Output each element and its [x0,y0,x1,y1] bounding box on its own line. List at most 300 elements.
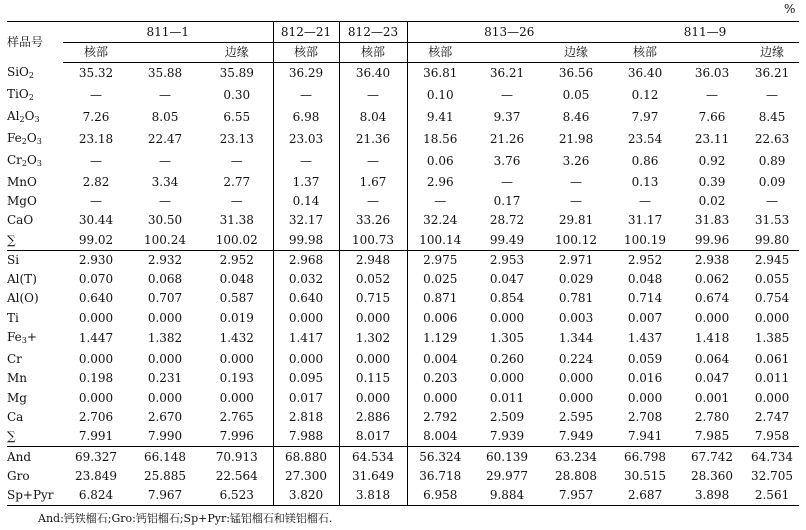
cation-row [7,427,799,447]
table-cell: 0.001 [694,390,730,405]
cation-row [7,388,799,407]
table-cell: 8.004 [407,427,473,447]
table-cell: 1.418 [694,331,730,346]
table-cell: 2.82 [82,174,110,189]
zone-header: 边缘 [541,43,611,63]
table-cell: 1.447 [78,331,114,346]
table-cell: 35.32 [78,66,114,81]
oxide-row [7,151,799,173]
zone-header [473,43,541,63]
table-cell: 7.949 [541,427,611,447]
table-cell: — [639,193,652,208]
table-cell: — [273,85,339,107]
table-cell: 7.990 [129,427,201,447]
table-cell: 7.66 [698,110,726,124]
table-cell: — [273,151,339,173]
table-cell: 0.064 [694,352,730,367]
table-cell: 2.975 [407,250,473,270]
table-cell: — [339,192,407,211]
table-cell: 28.808 [555,468,598,483]
table-cell: 2.77 [223,174,251,189]
table-cell: 0.007 [627,310,663,325]
table-cell: 0.714 [627,291,663,306]
table-cell: 0.193 [219,371,254,386]
table-cell: 36.21 [754,66,790,81]
oxide-row [7,211,799,230]
table-cell: 6.98 [273,107,339,129]
row-label: Ti [7,310,19,325]
table-cell: 0.029 [558,272,594,287]
table-cell: 0.92 [698,154,726,168]
table-cell: 0.000 [147,390,183,405]
table-cell: — [90,88,102,102]
table-cell: 29.977 [486,468,529,483]
table-cell: 0.000 [78,352,114,367]
table-cell: 0.781 [558,291,594,306]
table-cell: 99.80 [745,230,799,250]
table-cell: 2.670 [147,409,183,424]
footnote: And:钙铁榴石;Gro:钙铝榴石;Sp+Pyr:锰铝榴石和镁铝榴石. [38,512,333,525]
table-cell: — [339,85,407,107]
zone-header: 边缘 [745,43,799,63]
table-cell: 100.19 [611,230,679,250]
table-cell: 0.12 [631,88,659,102]
table-cell: 1.305 [489,331,525,346]
table-cell: 2.953 [489,252,525,267]
table-cell: 0.016 [627,371,663,386]
zone-header: 核部 [611,43,679,63]
table-cell: 99.98 [273,230,339,250]
table-cell: 69.327 [75,449,117,464]
table-cell: 36.29 [273,63,339,85]
zone-header: 核部 [339,43,407,63]
table-cell: — [501,174,514,189]
table-cell: 6.55 [223,110,251,124]
table-cell: 2.818 [273,408,339,427]
table-cell: 1.129 [407,328,473,350]
table-cell: 23.03 [273,129,339,151]
oxide-row [7,63,799,85]
sample-header-row [7,22,799,43]
table-cell: 70.913 [215,449,258,464]
table-cell: 0.000 [273,350,339,369]
table-cell: 0.198 [78,371,114,386]
table-cell: 0.10 [407,85,473,107]
table-cell: 2.509 [489,409,525,424]
table-cell: 0.000 [627,390,663,405]
table-cell: 3.34 [151,174,179,189]
table-cell: 0.000 [147,310,183,325]
table-cell: 0.000 [489,371,525,386]
table-cell: 2.938 [694,252,730,267]
row-label: And [7,449,32,464]
row-label: $Cr_2O_3$ [7,152,42,168]
table-cell: 36.718 [407,467,473,486]
table-cell: 2.595 [558,409,594,424]
row-label: $Fe_2O_3$ [7,130,42,146]
row-label: MgO [7,193,37,208]
table-cell: — [407,192,473,211]
zone-header-row [7,43,799,63]
table-cell: 68.880 [273,447,339,467]
table-cell: 30.50 [147,213,183,228]
table-cell: 32.705 [751,468,794,483]
table-cell: 0.000 [558,371,594,386]
sample-header: 811—1 [63,22,273,43]
table-cell: 0.115 [339,369,407,388]
cation-row [7,309,799,328]
cation-row [7,350,799,369]
endmember-row [7,467,799,486]
table-cell: 0.004 [407,350,473,369]
table-cell: 9.41 [407,107,473,129]
sample-header: 812—21 [273,22,339,43]
table-cell: 0.17 [493,193,521,208]
table-cell: 7.97 [631,110,659,124]
table-cell: 7.958 [745,427,799,447]
table-cell: 36.03 [694,66,730,81]
sample-header: 812—23 [339,22,407,43]
table-cell: 0.047 [694,371,730,386]
table-cell: — [159,193,171,208]
table-cell: 7.957 [541,486,611,506]
table-cell: 0.260 [489,352,525,367]
table-cell: 100.02 [201,230,273,250]
table-cell: 3.820 [273,486,339,506]
table-cell: 7.26 [82,110,110,124]
table-cell: 8.04 [339,107,407,129]
table-cell: 60.139 [486,449,529,464]
table-cell: 7.988 [273,427,339,447]
table-cell: 23.18 [78,132,114,146]
table-cell: 0.055 [754,272,790,287]
table-cell: 0.070 [78,272,114,287]
table-cell: 0.000 [754,390,790,405]
table-cell: 0.587 [219,291,254,306]
table-cell: 0.000 [407,388,473,407]
table-cell: 8.45 [758,110,786,124]
table-cell: 0.000 [147,352,183,367]
table-cell: 0.674 [694,291,730,306]
table-cell: 2.706 [78,409,114,424]
table-cell: 7.991 [63,427,129,447]
table-cell: 36.21 [489,66,525,81]
table-cell: 0.006 [407,309,473,328]
table-cell: 0.203 [407,369,473,388]
row-label: Mg [7,390,27,405]
table-cell: 0.000 [339,309,407,328]
table-cell: 1.432 [219,331,254,346]
table-cell: 0.059 [627,352,663,367]
table-cell: 0.86 [631,154,659,168]
table-cell: 28.360 [691,468,734,483]
table-cell: 30.44 [78,213,114,228]
table-cell: 1.437 [627,331,663,346]
table-cell: 27.300 [273,467,339,486]
table-cell: 0.000 [339,388,407,407]
zone-header [129,43,201,63]
table-cell: 22.47 [147,132,183,146]
table-cell: 6.824 [63,486,129,506]
table-cell: 0.011 [489,390,525,405]
row-label: ∑ [7,230,63,250]
table-cell: 1.417 [273,328,339,350]
table-cell: — [766,193,779,208]
row-label: SiO$_2$ [7,64,34,80]
row-label: CaO [7,213,34,228]
table-cell: 2.952 [219,252,254,267]
table-cell: 0.715 [339,289,407,308]
table-cell: 0.000 [754,310,790,325]
table-cell: 0.000 [339,350,407,369]
table-cell: 2.932 [147,252,183,267]
table-cell: 18.56 [407,129,473,151]
table-cell: 0.017 [273,388,339,407]
table-cell: 8.05 [151,110,179,124]
table-cell: 1.385 [754,331,790,346]
oxide-row [7,85,799,107]
table-cell: 1.67 [339,173,407,192]
table-cell: 0.068 [147,272,183,287]
table-cell: 2.886 [339,408,407,427]
table-cell: 0.000 [489,310,525,325]
row-label: Al(T) [7,272,37,287]
table-cell: 0.052 [339,270,407,289]
row-label: TiO$_2$ [7,86,34,102]
table-cell: 0.061 [754,352,790,367]
row-label: Al(O) [7,291,39,306]
table-cell: — [159,154,171,168]
table-cell: 7.996 [201,427,273,447]
row-label: $Al_2O_3$ [7,108,40,124]
table-cell: 2.968 [273,250,339,270]
table-cell: 30.515 [624,468,667,483]
table-cell: 0.707 [147,291,183,306]
row-label: Cr [7,352,22,367]
table-cell: 31.83 [694,213,730,228]
table-cell: 0.019 [219,310,254,325]
table-cell: 1.37 [273,173,339,192]
oxide-row [7,230,799,250]
table-cell: 0.231 [147,371,183,386]
table-cell: 0.89 [758,154,786,168]
table-cell: 0.39 [698,174,726,189]
table-cell: 28.72 [489,213,525,228]
table-cell: 0.224 [558,352,594,367]
table-cell: 0.000 [78,390,114,405]
table-cell: 23.849 [75,468,117,483]
table-cell: 0.14 [273,192,339,211]
oxide-row [7,129,799,151]
table-cell: 56.324 [407,447,473,467]
table-cell: 0.05 [562,88,590,102]
table-cell: 23.11 [694,132,730,146]
table-cell: 0.754 [754,291,790,306]
table-cell: — [570,174,583,189]
table-cell: 8.46 [562,110,590,124]
row-label: Mn [7,371,28,386]
table-cell: 3.818 [339,486,407,506]
table-cell: — [766,88,779,102]
table-cell: 0.048 [627,272,663,287]
table-cell: 0.095 [273,369,339,388]
table-cell: 0.640 [273,289,339,308]
table-cell: 0.011 [754,371,790,386]
cation-row [7,408,799,427]
table-cell: 9.37 [493,110,521,124]
table-cell: 21.98 [558,132,594,146]
table-cell: 2.792 [407,408,473,427]
table-cell: 64.734 [751,449,794,464]
table-cell: 21.36 [339,129,407,151]
row-label: $Fe_3+$ [7,329,37,345]
cation-row [7,328,799,350]
table-cell: 0.000 [273,309,339,328]
table-cell: 9.884 [473,486,541,506]
table-cell: 100.73 [339,230,407,250]
sample-header: 811—9 [611,22,799,43]
table-cell: 25.885 [144,468,186,483]
table-cell: 33.26 [339,211,407,230]
table-cell: 0.09 [758,174,786,189]
table-cell: 0.871 [407,289,473,308]
table-cell: 1.344 [558,331,594,346]
row-label: MnO [7,174,37,189]
row-label: Gro [7,468,30,483]
table-cell: 35.88 [147,66,183,81]
table-cell: 6.523 [201,486,273,506]
table-cell: 0.032 [273,270,339,289]
table-cell: — [90,193,102,208]
table-cell: 32.24 [407,211,473,230]
table-cell: 0.000 [558,390,594,405]
table-cell: 22.63 [754,132,790,146]
table-cell: — [706,88,719,102]
table-cell: 0.025 [407,270,473,289]
zone-header: 核部 [63,43,129,63]
table-cell: — [230,193,243,208]
table-cell: 1.302 [339,328,407,350]
table-cell: 36.40 [339,63,407,85]
table-cell: 0.000 [694,310,730,325]
table-cell: 66.148 [144,449,186,464]
table-cell: 23.13 [219,132,254,146]
table-cell: 2.780 [694,409,730,424]
table-cell: 0.640 [78,291,114,306]
zone-header: 核部 [407,43,473,63]
row-label: Si [7,252,20,267]
table-cell: 3.76 [493,154,521,168]
table-cell: 0.062 [694,272,730,287]
table-cell: 22.564 [215,468,258,483]
row-label: Sp+Pyr [7,486,63,506]
cation-row [7,369,799,388]
zone-header: 边缘 [201,43,273,63]
table-cell: 31.17 [627,213,663,228]
table-cell: 2.952 [627,252,663,267]
table-cell: 0.047 [489,272,525,287]
cation-row [7,270,799,289]
table-cell: 7.941 [611,427,679,447]
cation-row [7,250,799,270]
table-cell: 2.708 [627,409,663,424]
table-cell: 100.12 [541,230,611,250]
table-cell: 23.54 [627,132,663,146]
table-cell: 36.56 [558,66,594,81]
table-cell: 2.930 [78,252,114,267]
table-cell: 0.000 [219,390,254,405]
table-cell: 0.000 [78,310,114,325]
table-cell: 3.898 [679,486,745,506]
table-cell: 100.14 [407,230,473,250]
table-cell: 36.40 [627,66,663,81]
table-cell: 31.53 [754,213,790,228]
table-cell: 8.017 [339,427,407,447]
table-cell: — [90,154,102,168]
table-cell: 3.26 [562,154,590,168]
table-cell: 7.939 [473,427,541,447]
table-cell: — [159,88,171,102]
table-cell: 6.958 [407,486,473,506]
table-cell: 99.96 [679,230,745,250]
row-label: ∑ [7,427,63,447]
table-cell: 2.687 [611,486,679,506]
table-cell: 64.534 [339,447,407,467]
table-cell: 36.81 [407,63,473,85]
stub-header: 样品号 [7,22,63,63]
table-cell: 99.02 [63,230,129,250]
garnet-composition-table [7,21,799,506]
zone-header [679,43,745,63]
oxide-row [7,107,799,129]
table-cell: — [230,154,243,168]
cation-row [7,289,799,308]
table-cell: 100.24 [129,230,201,250]
table-cell: 0.854 [489,291,525,306]
table-cell: 0.06 [407,151,473,173]
endmember-row [7,486,799,506]
table-cell: 31.38 [219,213,254,228]
table-cell: 2.747 [754,409,790,424]
table-cell: — [501,88,514,102]
table-cell: 32.17 [273,211,339,230]
table-cell: 7.985 [679,427,745,447]
table-cell: 29.81 [558,213,594,228]
table-cell: 2.765 [219,409,254,424]
table-cell: 67.742 [691,449,734,464]
table-cell: — [570,193,583,208]
table-cell: 0.003 [558,310,594,325]
table-cell: 1.382 [147,331,183,346]
table-cell: 2.945 [754,252,790,267]
table-cell: 7.967 [129,486,201,506]
table-cell: 66.798 [624,449,667,464]
table-cell: 0.13 [631,174,659,189]
oxide-row [7,192,799,211]
table-cell: 2.96 [407,173,473,192]
table-cell: 35.89 [219,66,254,81]
table-cell: 2.948 [339,250,407,270]
table-cell: — [339,151,407,173]
unit-label: % [784,2,796,16]
table-cell: 0.02 [698,193,726,208]
table-cell: 0.000 [219,352,254,367]
oxide-row [7,173,799,192]
table-cell: 2.561 [745,486,799,506]
row-label: Ca [7,409,24,424]
sample-header: 813—26 [407,22,611,43]
endmember-row [7,447,799,467]
